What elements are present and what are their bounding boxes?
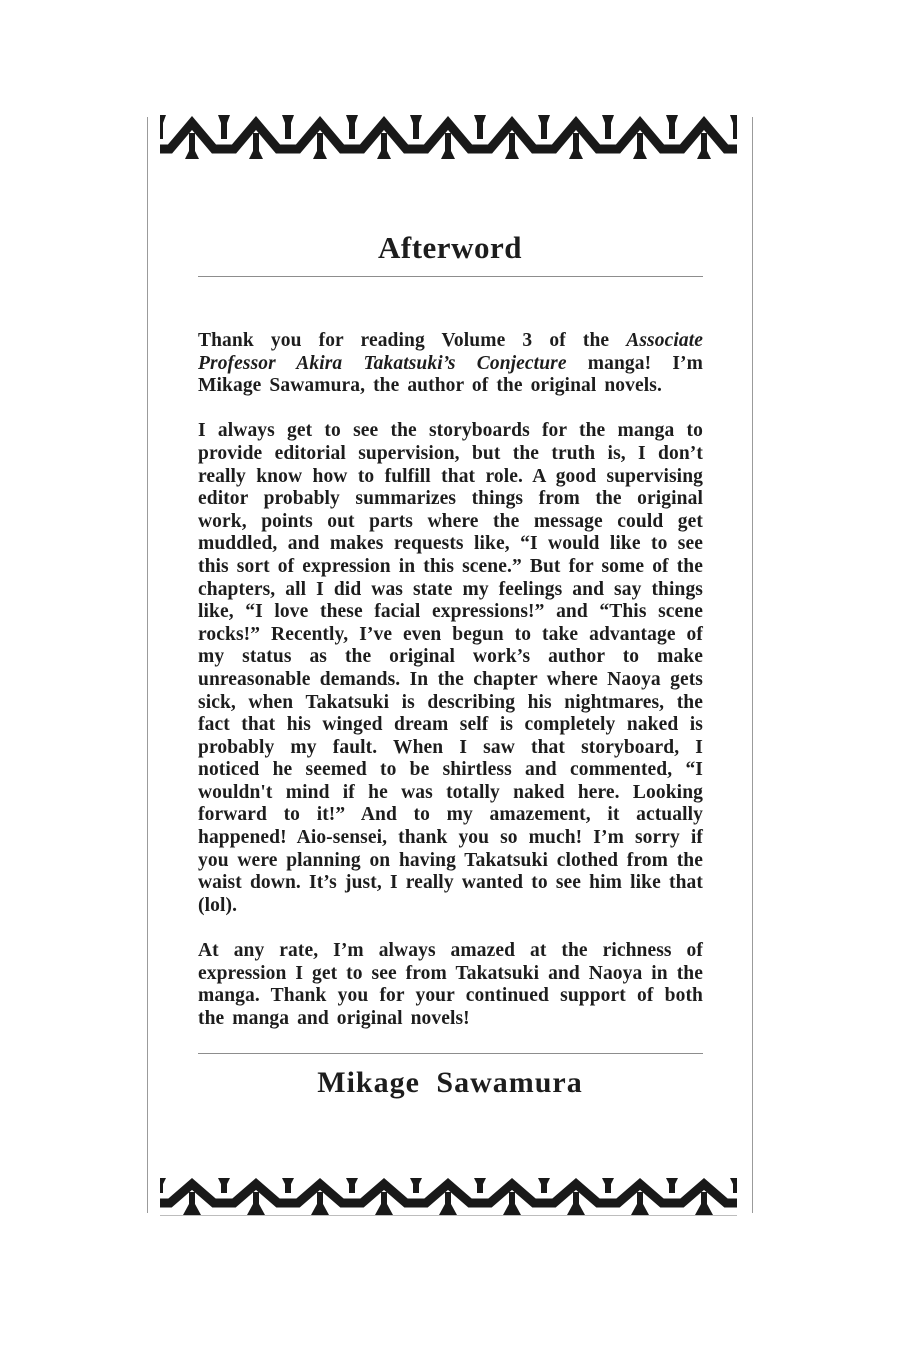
top-decorative-border [160,115,737,159]
paragraph-2: I always get to see the storyboards for the manga to provide editorial supervision, but the truth is, I don’t really know how to fulfill that role. A good supervising editor probably summarizes things from the original work, points out parts where the message could get muddled, and makes requests like, “I would like to see this sort of expression in this scene.” But for some of the chapters, all I did was state my feelings and say things like, “I love these facial expressions!” and “This scene rocks!” Recently, I’ve even begun to take advantage of my status as the original work’s author to make unreasonable demands. In the chapter where Naoya gets sick, when Takatsuki is describing his nightmares, the fact that his winged dream self is completely naked is probably my fault. When I saw that storyboard, I noticed he seemed to be shirtless and commented, “I wouldn't mind if he was totally naked here. Looking forward to it!” And to my amazement, it actually happened! Aio-sensei, thank you so much! I’m sorry if you were planning on having Takatsuki clothed from the waist down. It’s just, I really wanted to see him like that (lol). [198,420,703,916]
signature-rule [198,1053,703,1054]
paragraph-3: At any rate, I’m always amazed at the richness of expression I get to see from Takatsuki and Naoya in the manga. Thank you for your continued support of both the manga and original novels! [198,940,703,1029]
paragraph-1-post: manga! I’m Mikage Sawamura, the author of the original novels. [198,352,703,397]
title-rule [198,276,703,277]
paragraph-1 [198,330,703,398]
bottom-decorative-border [160,1178,737,1216]
right-page-rule [752,117,753,1213]
paragraph-1-pre: Thank you for reading Volume 3 of the [198,330,627,351]
page-title: Afterword [378,230,522,265]
author-signature: Mikage Sawamura [317,1066,583,1099]
meander-pattern-icon [160,115,737,159]
left-page-rule [147,117,148,1213]
afterword-body [198,330,703,1053]
paragraph-1-book-title: Associate Professor Akira Takatsuki’s Conjecture [198,330,703,374]
meander-pattern-icon [160,1178,737,1215]
